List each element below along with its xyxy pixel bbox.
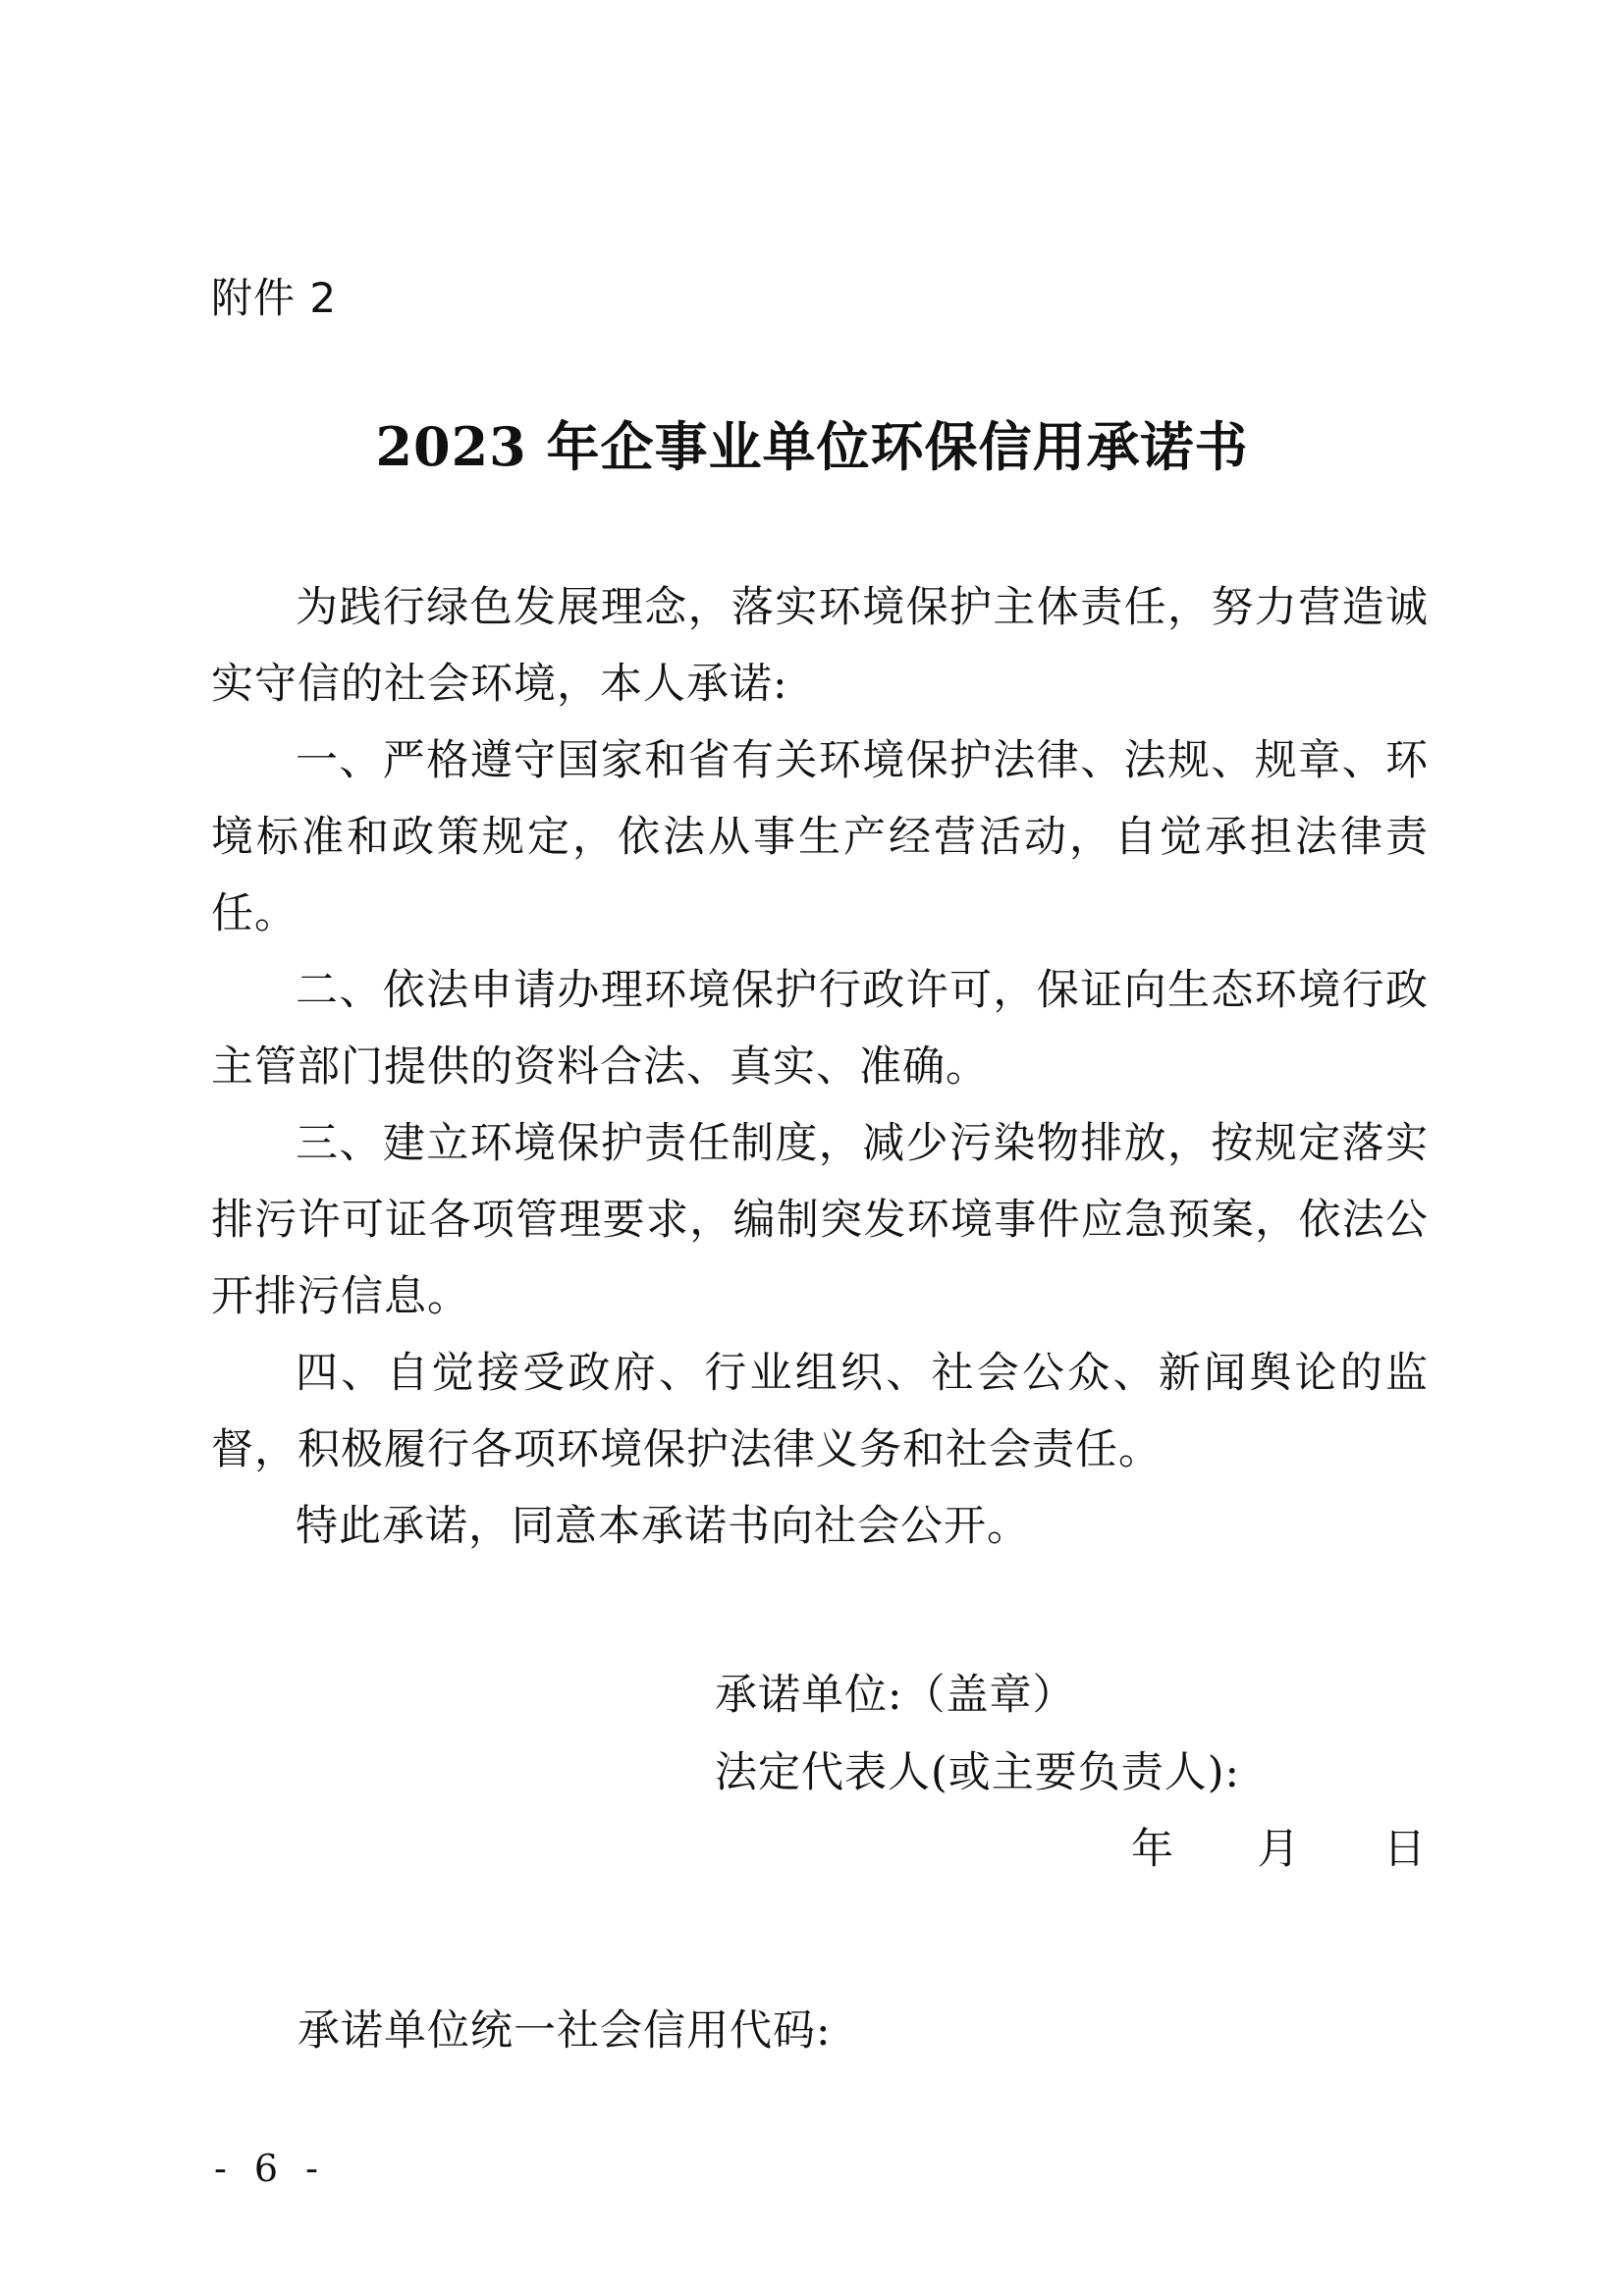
attachment-label: 附件 2 [211, 274, 338, 322]
year-label: 年 [1131, 1825, 1173, 1874]
page-number: - 6 - [214, 2147, 327, 2190]
document-title: 2023 年企事业单位环保信用承诺书 [375, 415, 1249, 478]
commitment-item-1: 一、严格遵守国家和省有关环境保护法律、法规、规章、环境标准和政策规定，依法从事生产经营活动，自觉承担法律责任。 [211, 736, 1429, 938]
commitment-item-3: 三、建立环境保护责任制度，减少污染物排放，按规定落实排污许可证各项管理要求，编制突发环境事件应急预案，依法公开排污信息。 [211, 1119, 1429, 1321]
legal-representative-label: 法定代表人(或主要负责人): [715, 1748, 1241, 1797]
commitment-body [211, 569, 1429, 1565]
commitment-item-4: 四、自觉接受政府、行业组织、社会公众、新闻舆论的监督，积极履行各项环境保护法律义务和社会责任。 [211, 1349, 1429, 1474]
month-label: 月 [1257, 1825, 1300, 1874]
credit-code-label: 承诺单位统一社会信用代码: [298, 2006, 832, 2056]
commitment-unit-label: 承诺单位:（盖章） [715, 1671, 1076, 1720]
signature-block [715, 1657, 1240, 1812]
intro-paragraph: 为践行绿色发展理念，落实环境保护主体责任，努力营造诚实守信的社会环境，本人承诺: [211, 583, 1429, 709]
day-label: 日 [1383, 1825, 1426, 1874]
date-line [1131, 1811, 1426, 1888]
closing-statement: 特此承诺，同意本承诺书向社会公开。 [296, 1502, 1030, 1551]
commitment-item-2: 二、依法申请办理环境保护行政许可，保证向生态环境行政主管部门提供的资料合法、真实、准确。 [211, 966, 1429, 1092]
